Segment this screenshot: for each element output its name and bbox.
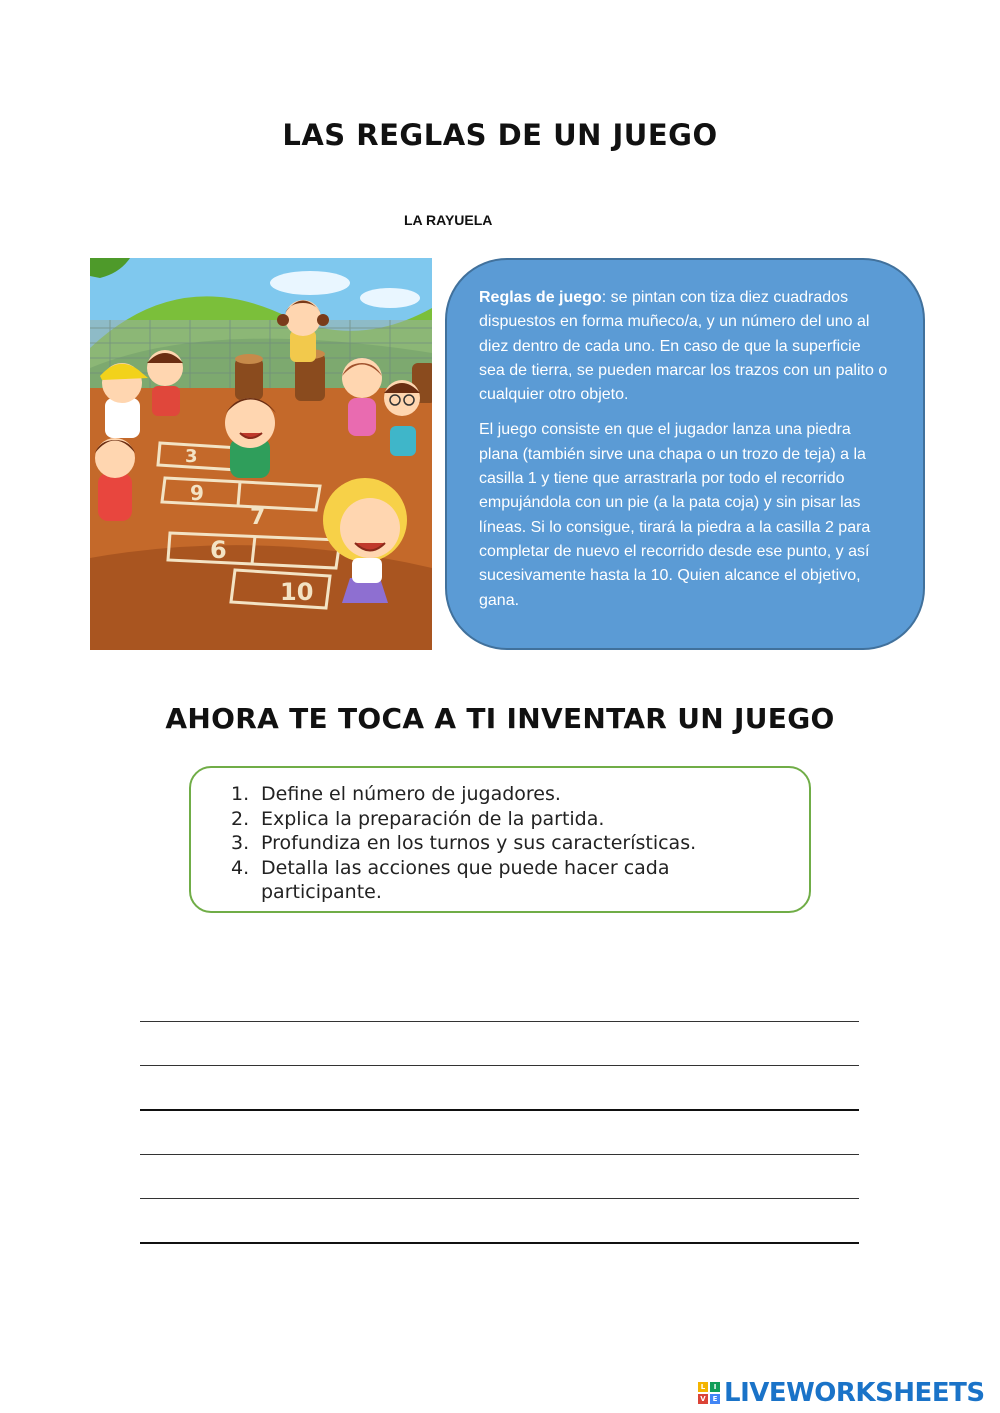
step-number: 3. [231,832,250,854]
step-number: 1. [231,783,250,805]
brand-name: LIVEWORKSHEETS [724,1378,985,1408]
rules-paragraph-1 [479,286,889,407]
children-playing-hopscotch-illustration [90,258,432,650]
rules-paragraph-2: El juego consiste en que el jugador lanza una piedra plana (también sirve una chapa o un trozo de teja) a la casilla 1 y tiene que arrastrarla por todo el recorrido empujándola con un pie (a la pata coja) y sin pisar las líneas. Si lo consigue, tirará la piedra a la casilla 2 para completar de nuevo el recorrido desde ese punto, y así sucesivamente hasta la 10. Quien alcance el objetivo, gana. [479,421,871,609]
logo-letter: I [710,1382,720,1392]
list-item [231,856,789,905]
liveworksheets-brand [698,1377,985,1409]
rules-lead-label: Reglas de juego [479,289,602,306]
logo-letter: V [698,1394,708,1404]
hopscotch-number: 3 [185,446,198,467]
page-subtitle: LA RAYUELA [404,212,493,228]
step-text: Profundiza en los turnos y sus características. [261,832,697,854]
hopscotch-number: 7 [250,505,266,530]
logo-letter: E [710,1394,720,1404]
step-number: 2. [231,807,250,830]
step-text: Detalla las acciones que puede hacer cada participante. [261,856,670,903]
activity-heading: AHORA TE TOCA A TI INVENTAR UN JUEGO [165,702,835,735]
writing-line[interactable] [140,1109,859,1111]
writing-line[interactable] [140,1242,859,1244]
step-text: Explica la preparación de la partida. [261,807,605,830]
hopscotch-illustration [90,258,432,650]
list-item [231,782,789,807]
hopscotch-number: 9 [190,481,204,505]
writing-line[interactable] [140,1065,859,1066]
rules-lead-text: : se pintan con tiza diez cuadrados dispuestos en forma muñeco/a, y un número del uno al diez dentro de cada uno. En caso de que la superficie sea de tierra, se pueden marcar los trazos con un palito o cualquier otro objeto. [479,289,888,404]
rules-info-box [445,258,925,650]
step-number: 4. [231,856,250,879]
liveworksheets-logo-icon [698,1382,720,1404]
hopscotch-number: 10 [280,578,314,606]
list-item [231,807,789,832]
writing-line[interactable] [140,1198,859,1199]
logo-letter: L [698,1382,708,1392]
steps-box [189,766,811,913]
writing-line[interactable] [140,1021,859,1022]
page-title: LAS REGLAS DE UN JUEGO [282,118,718,152]
list-item [231,831,789,856]
writing-line[interactable] [140,1154,859,1155]
hopscotch-number: 6 [210,536,227,564]
step-text: Define el número de jugadores. [261,783,561,805]
